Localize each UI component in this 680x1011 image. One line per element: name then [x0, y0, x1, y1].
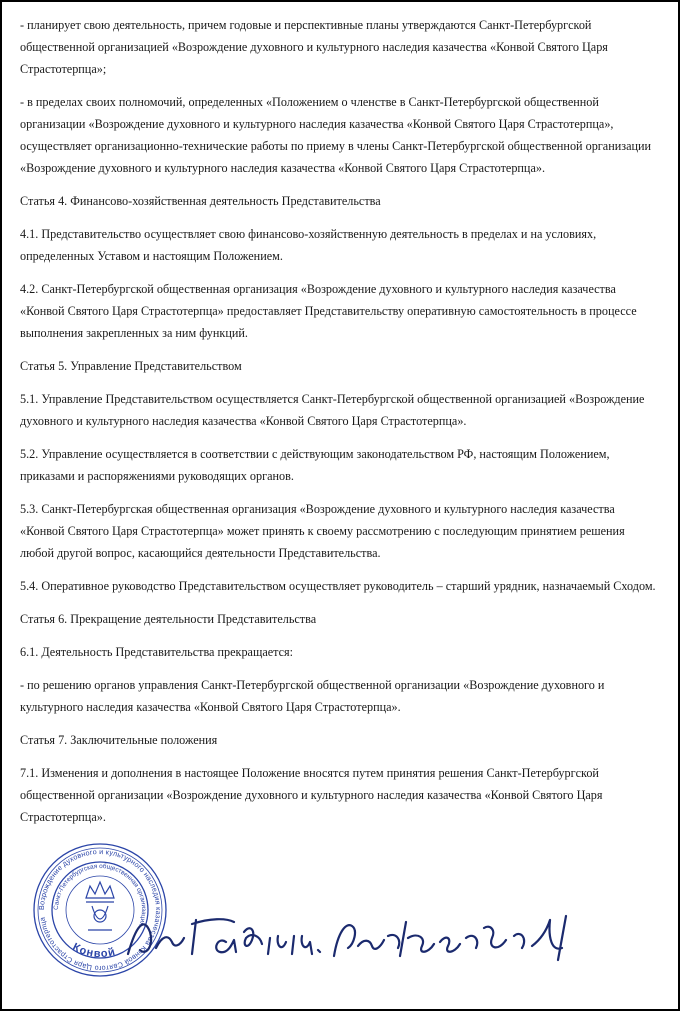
clause-4-2: 4.2. Санкт-Петербургской общественная организация «Возрождение духовного и культурного наследия казачества «Конвой Святого Царя Страстотерпца» предоставляет Представительству оперативную самостоятельность в процессе выполнения закрепленных за ним функций.: [20, 282, 637, 340]
article-6-heading: Статья 6. Прекращение деятельности Представительства: [20, 612, 317, 626]
article-4-heading: Статья 4. Финансово-хозяйственная деятельность Представительства: [20, 194, 381, 208]
paragraph-membership: - в пределах своих полномочий, определенных «Положением о членстве в Санкт-Петербургской общественной организации «Возрождение духовного и культурного наследия казачества «Конвой Святого Царя Страстотерпца», осуществляет организационно-технические работы по приему в члены Санкт-Петербургской общественной организации «Возрождение духовного и культурного наследия казачества «Конвой Святого Царя Страстотерпца».: [20, 95, 652, 175]
article-5-heading: Статья 5. Управление Представительством: [20, 359, 242, 373]
crown-emblem-icon: [86, 882, 114, 930]
clause-5-2: 5.2. Управление осуществляется в соответствии с действующим законодательством РФ, настоящим Положением, приказами и распоряжениями руководящих органов.: [20, 447, 610, 483]
clause-6-1: 6.1. Деятельность Представительства прекращается:: [20, 645, 294, 659]
stamp-bottom-text: Конвой: [70, 941, 118, 961]
stamp-outer-text: Возрождение духовного и культурного наследия казачества Конвой Святого Царя Страстотерпца: [36, 846, 164, 974]
paragraph-plan: - планирует свою деятельность, причем годовые и перспективные планы утверждаются Санкт-Петербургской общественной организацией «Возрождение духовного и культурного наследия казачества «Конвой Святого Царя Страстотерпца»;: [20, 18, 608, 76]
article-7-heading: Статья 7. Заключительные положения: [20, 733, 218, 747]
clause-5-4: 5.4. Оперативное руководство Представительством осуществляет руководитель – старший урядник, назначаемый Сходом.: [20, 579, 656, 593]
clause-7-1: 7.1. Изменения и дополнения в настоящее Положение вносятся путем принятия решения Санкт-Петербургской общественной организации «Возрождение духовного и культурного наследия казачества «Конвой Святого Царя Страстотерпца».: [20, 766, 603, 824]
clause-6-1-item: - по решению органов управления Санкт-Петербургской общественной организации «Возрождение духовного и культурного наследия казачества «Конвой Святого Царя Страстотерпца».: [20, 678, 605, 714]
document-body: [20, 14, 660, 839]
handwritten-signature: [122, 902, 582, 972]
clause-5-3: 5.3. Санкт-Петербургская общественная организация «Возрождение духовного и культурного наследия казачества «Конвой Святого Царя Страстотерпца» может принять к своему рассмотрению с последующим принятием решения любой другой вопрос, касающийся деятельности Представительства.: [20, 502, 625, 560]
clause-4-1: 4.1. Представительство осуществляет свою финансово-хозяйственную деятельность в пределах и на условиях, определенных Уставом и настоящим Положением.: [20, 227, 597, 263]
stamp-inner-text: Санкт-Петербургская общественная организация: [52, 862, 148, 927]
svg-text:Конвой: [71, 941, 118, 960]
clause-5-1: 5.1. Управление Представительством осуществляется Санкт-Петербургской общественной организацией «Возрождение духовного и культурного наследия казачества «Конвой Святого Царя Страстотерпца».: [20, 392, 645, 428]
